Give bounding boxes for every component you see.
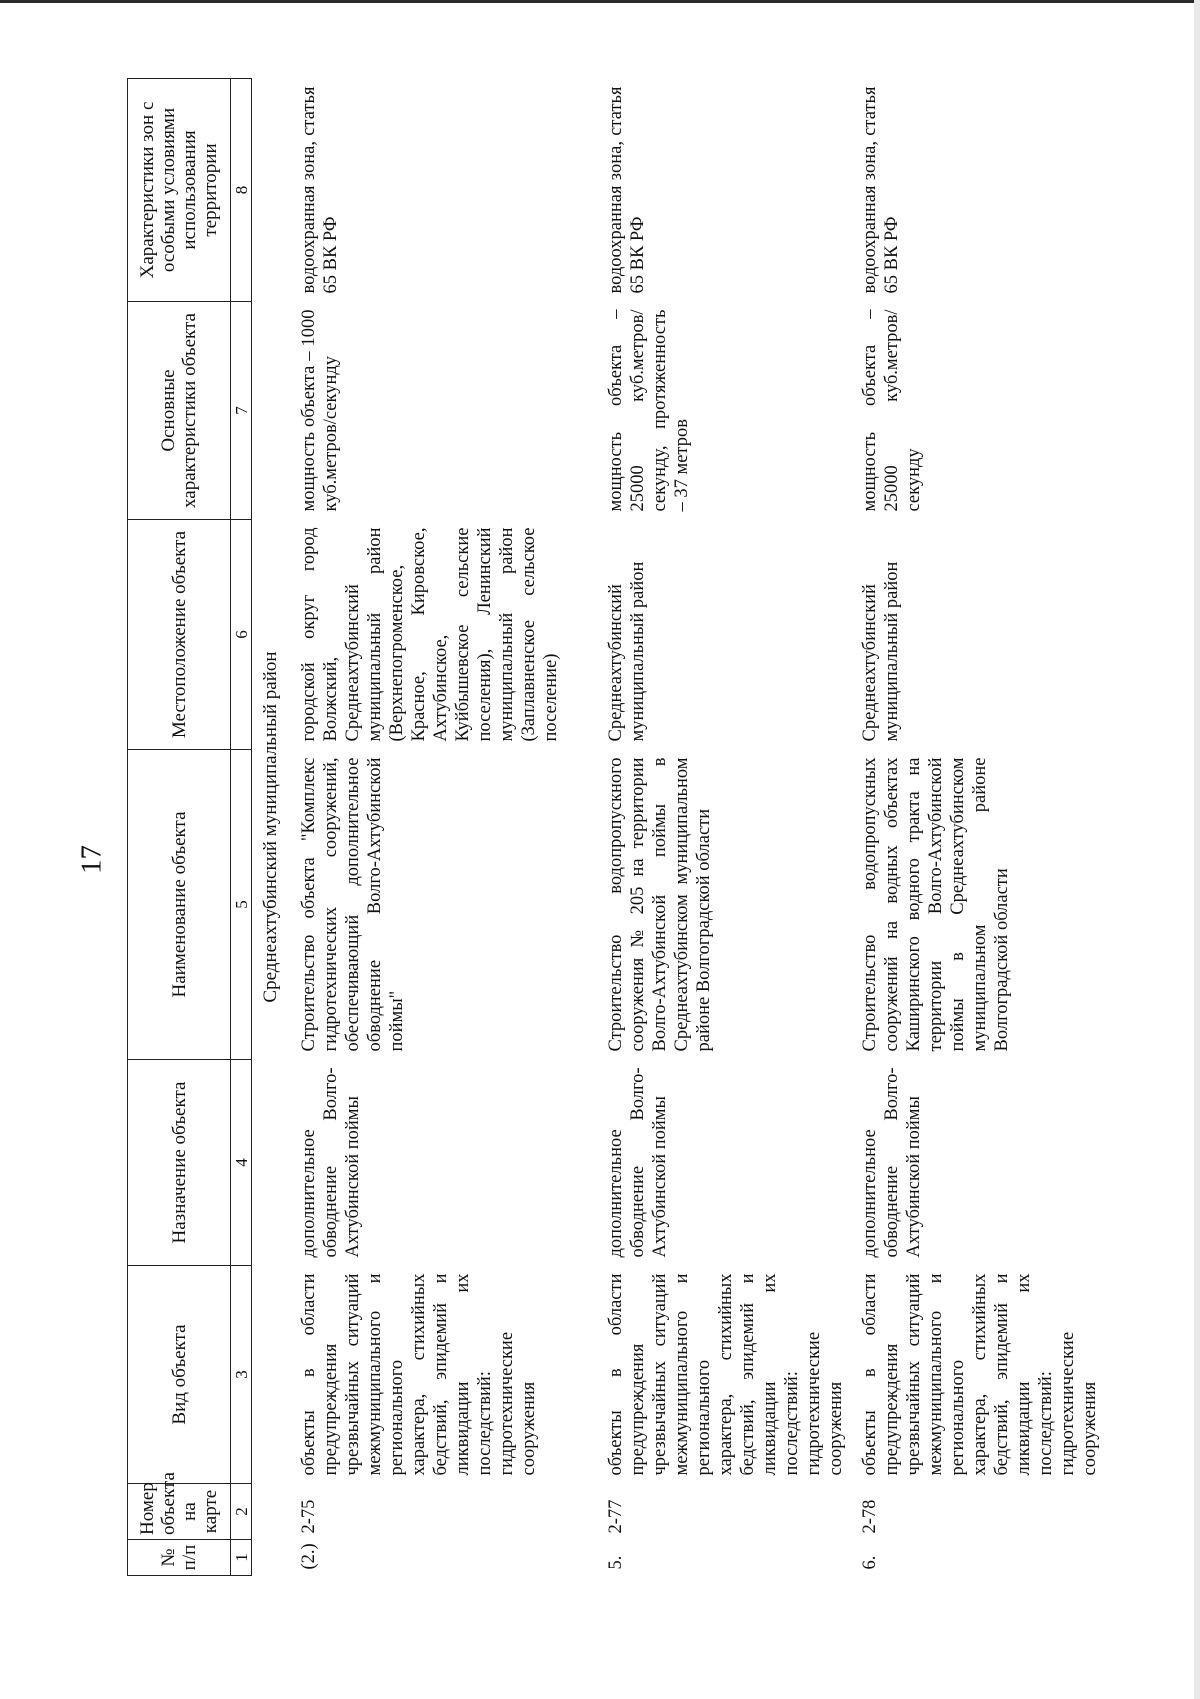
col-index: 2 [231,1484,252,1540]
col-header-purpose: Назначение объекта [128,1060,231,1266]
rotated-table-page [127,79,1164,1576]
col-index: 3 [231,1266,252,1484]
object-name: Строительство объекта "Комплекс гидротехнических сооружений, обеспечивающий дополнительное обводнение Волго-Ахтубинской поймы" [299,757,407,1052]
object-zones: водоохранная зона, статья 65 ВК РФ [606,86,648,294]
table-row [847,79,1101,1576]
section-row [252,79,287,1576]
object-code: 2-75 [299,1499,319,1534]
object-name: Строительство водопропускного сооружения № 205 на территории Волго-Ахтубинской поймы в Среднеахтубинском муниципальном районе Волгоградской области [606,757,714,1052]
col-header-location: Местоположение объекта [128,520,231,750]
col-index: 8 [231,79,252,302]
col-index: 5 [231,750,252,1060]
object-characteristics: мощность объекта – 25000 куб.метров/секунду, протяженность – 37 метров [606,309,692,512]
object-zones: водоохранная зона, статья 65 ВК РФ [299,86,341,294]
col-index: 7 [231,302,252,520]
object-characteristics: мощность объекта – 1000 куб.метров/секунду [299,309,341,512]
table-row [593,79,847,1576]
col-header-num: № п/п [128,1540,231,1576]
object-name: Строительство водопропускных сооружений на водных объектах Каширинского водного тракта на территории Волго-Ахтубинской поймы в Среднеахтубинском муниципальном районе Волгоградской области [860,757,1012,1052]
header-row [128,79,231,1576]
object-location: городской округ город Волжский, Среднеахтубинский муниципальный район (Верхнепогроменское, Красное, Кировское, Ахтубинское, Куйбышевское сельские поселения), Ленинский муниципальный район (Заплавненское сельское поселение) [299,527,561,742]
col-header-code: Номер объекта на карте [128,1484,231,1540]
objects-table [127,78,1101,1576]
object-type: объекты в области предупреждения чрезвычайных ситуаций межмуниципального и регионального характера, стихийных бедствий, эпидемий и ликвидации их последствий: гидротехнические сооружения [299,1273,539,1476]
scan-shadow [1194,0,1200,1699]
row-number: 5. [606,1555,626,1570]
object-purpose: дополнительное обводнение Волго-Ахтубинской поймы [606,1067,670,1258]
section-title: Среднеахтубинский муниципальный район [260,651,281,1003]
object-location: Среднеахтубинский муниципальный район [606,561,648,742]
col-header-zones: Характеристики зон с особыми условиями использования территории [128,79,231,302]
object-type: объекты в области предупреждения чрезвычайных ситуаций межмуниципального и регионального характера, стихийных бедствий, эпидемий и ликвидации их последствий: гидротехнические сооружения [606,1273,846,1476]
object-zones: водоохранная зона, статья 65 ВК РФ [860,86,902,294]
object-characteristics: мощность объекта – 25000 куб.метров/секунду [860,309,924,512]
col-header-characteristics: Основные характеристики объекта [128,302,231,520]
object-location: Среднеахтубинский муниципальный район [860,561,902,742]
col-index: 4 [231,1060,252,1266]
table-row [286,79,593,1576]
col-index: 1 [231,1540,252,1576]
col-header-type: Вид объекта [128,1266,231,1484]
col-header-name: Наименование объекта [128,750,231,1060]
row-number: 6. [860,1555,880,1570]
object-purpose: дополнительное обводнение Волго-Ахтубинской поймы [860,1067,924,1258]
scan-border [0,0,1200,3]
object-type: объекты в области предупреждения чрезвычайных ситуаций межмуниципального и регионального характера, стихийных бедствий, эпидемий и ликвидации их последствий: гидротехнические сооружения [860,1273,1100,1476]
column-index-row [231,79,252,1576]
col-index: 6 [231,520,252,750]
object-code: 2-77 [606,1499,626,1534]
row-number: (2.) [299,1543,319,1570]
page-number: 17 [75,845,108,874]
object-purpose: дополнительное обводнение Волго-Ахтубинской поймы [299,1067,363,1258]
object-code: 2-78 [860,1499,880,1534]
